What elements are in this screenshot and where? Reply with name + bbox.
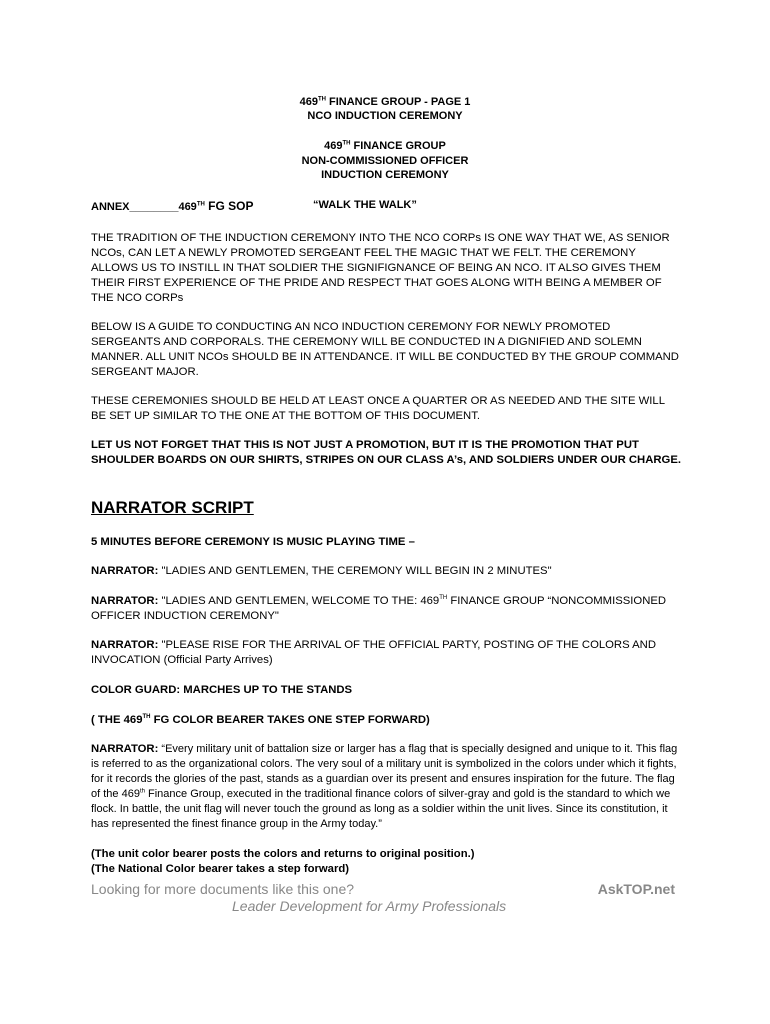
annex-label: ANNEX________469TH FG SOP [91,199,254,213]
stage-direction-1: (The unit color bearer posts the colors and returns to original position.) [91,848,475,860]
color-guard-line: COLOR GUARD: MARCHES UP TO THE STANDS [91,684,353,696]
title-unit: 469TH FINANCE GROUP [324,140,446,152]
paragraph-reminder: LET US NOT FORGET THAT THIS IS NOT JUST A PROMOTION, BUT IT IS THE PROMOTION THAT PUT SHOULDER BOARDS ON OUR SHIRTS, STRIPES ON OUR CLASS A’s, AND SOLDIERS UNDER OUR CHARGE. [91,439,681,466]
narrator-line-3: NARRATOR: "PLEASE RISE FOR THE ARRIVAL OF THE OFFICIAL PARTY, POSTING OF THE COLORS AND INVOCATION (Official Party Arrives) [91,639,656,666]
narrator-script-heading: NARRATOR SCRIPT [91,498,254,517]
footer-prompt[interactable]: Looking for more documents like this one? [91,881,355,897]
title-ceremony: INDUCTION CEREMONY [321,169,449,181]
narrator-line-1: NARRATOR: "LADIES AND GENTLEMEN, THE CEREMONY WILL BEGIN IN 2 MINUTES" [91,565,552,577]
narrator-line-2: NARRATOR: "LADIES AND GENTLEMEN, WELCOME TO THE: 469TH FINANCE GROUP “NONCOMMISSIONED OFFICER INDUCTION CEREMONY" [91,595,667,622]
paragraph-guide: BELOW IS A GUIDE TO CONDUCTING AN NCO INDUCTION CEREMONY FOR NEWLY PROMOTED SERGEANTS AND CORPORALS. THE CEREMONY WILL BE CONDUCTED IN A DIGNIFIED AND SOLEMN MANNER. ALL UNIT NCOs SHOULD BE IN ATTENDANCE. IT WILL BE CONDUCTED BY THE GROUP COMMAND SERGEANT MAJOR. [91,321,679,378]
stage-direction-2: (The National Color bearer takes a step forward) [91,863,350,875]
title-ncos: NON-COMMISSIONED OFFICER [301,155,469,167]
paragraph-tradition: THE TRADITION OF THE INDUCTION CEREMONY INTO THE NCO CORPs IS ONE WAY THAT WE, AS SENIOR NCOs, CAN LET A NEWLY PROMOTED SERGEANT FEEL THE MAGIC THAT WE FELT. THE CEREMONY ALLOWS US TO INSTILL IN THAT SOLDIER THE SIGNIFIGNANCE OF BEING AN NCO. IT ALSO GIVES THEM THEIR FIRST EXPERIENCE OF THE PRIDE AND RESPECT THAT GOES ALONG WITH BEING A MEMBER OF THE NCO CORPs [91,232,670,304]
color-bearer-line: ( THE 469TH FG COLOR BEARER TAKES ONE STEP FORWARD) [91,714,430,726]
page-header-subtitle: NCO INDUCTION CEREMONY [307,110,463,122]
music-time-note: 5 MINUTES BEFORE CEREMONY IS MUSIC PLAYING TIME – [91,536,415,548]
page-header-line: 469TH FINANCE GROUP - PAGE 1 [299,96,471,108]
footer-tagline: Leader Development for Army Professionals [232,898,507,914]
motto: “WALK THE WALK” [313,199,417,211]
paragraph-schedule: THESE CEREMONIES SHOULD BE HELD AT LEAST ONCE A QUARTER OR AS NEEDED AND THE SITE WILL BE SET UP SIMILAR TO THE ONE AT THE BOTTOM OF THIS DOCUMENT. [91,395,665,422]
footer-brand-link[interactable]: AskTOP.net [597,881,675,897]
narrator-line-4: NARRATOR: “Every military unit of battalion size or larger has a flag that is specially designed and unique to it. This flag is referred to as the organizational colors. The very soul of a military unit is symbolized in the colors under which it fights, for it records the glories of the past, stands as a guardian over its present and ensures inspiration for the future. The flag of the 469th Finance Group, executed in the traditional finance colors of silver-gray and gold is the standard to which we flock. In battle, the unit flag will never touch the ground as long as a soldier within the unit lives. Since its constitution, it has represented the finest finance group in the Army today.” [91,743,678,830]
